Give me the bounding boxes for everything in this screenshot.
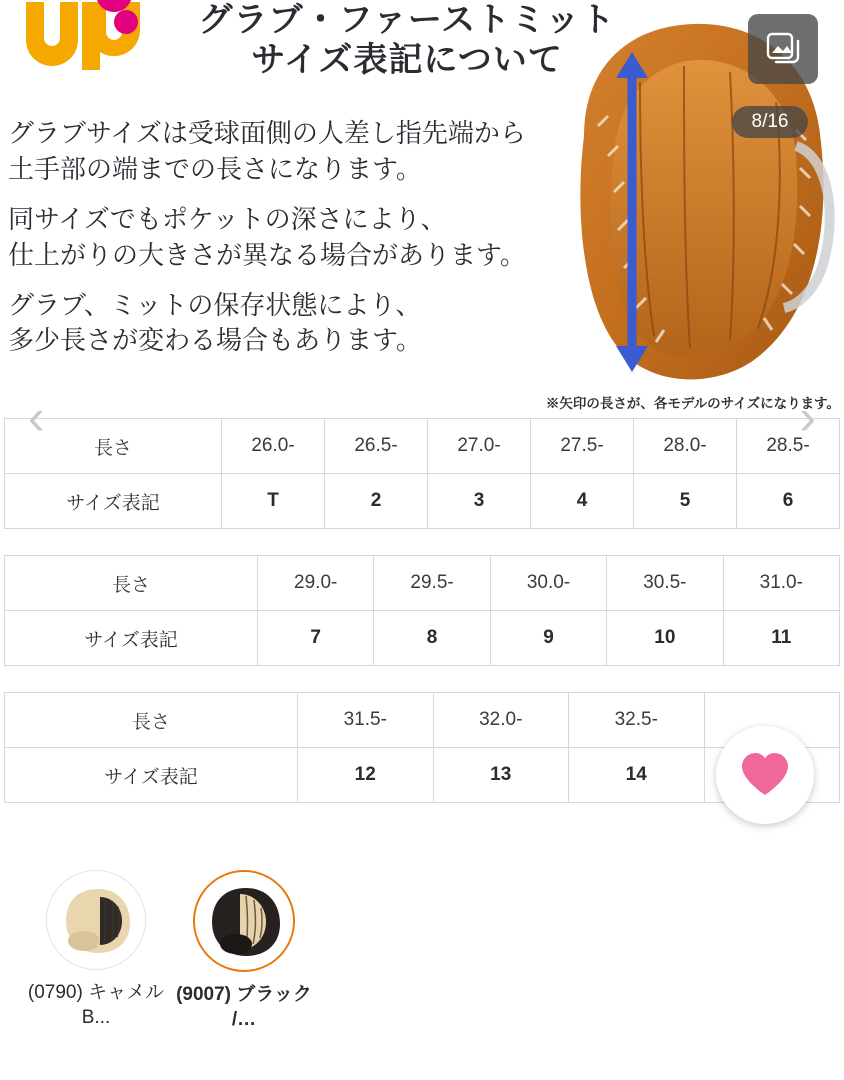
size-table-3 [4,692,840,803]
size-cell: 11 [723,611,839,666]
length-cell: 31.5- [298,693,434,748]
image-counter: 8/16 [732,106,808,138]
table-row [5,474,840,529]
slide-title-line1: グラブ・ファーストミット [198,1,616,39]
length-cell: 27.5- [531,419,634,474]
length-cell: 28.0- [634,419,737,474]
description-paragraph-1: グラブサイズは受球面側の人差し指先端から 土手部の端までの長さになります。 [8,118,526,184]
table-row [5,748,840,803]
thumbnail-caption: (9007) ブラック /… [176,984,312,1031]
row-label-size: サイズ表記 [5,474,222,529]
length-cell: 27.0- [428,419,531,474]
size-table-2 [4,555,840,666]
slide-title-line2: サイズ表記について [251,41,563,80]
length-cell: 26.0- [222,419,325,474]
camel-glove-thumb[interactable] [46,870,146,970]
size-cell: 8 [374,611,490,666]
thumbnail-item-1[interactable] [174,870,314,1032]
black-glove-thumb[interactable] [193,870,295,972]
thumbnail-caption: (0790) キャメル B... [27,982,165,1029]
table-row [5,611,840,666]
size-cell: 9 [490,611,606,666]
row-label-size: サイズ表記 [5,611,258,666]
length-cell: 26.5- [325,419,428,474]
table-row [5,556,840,611]
prev-image-button[interactable]: ‹ [28,389,45,445]
row-label-size: サイズ表記 [5,748,298,803]
upu-logo [14,0,172,80]
size-table-1 [4,418,840,529]
size-cell: 2 [325,474,428,529]
slide-description [8,116,548,373]
size-cell: 6 [737,474,840,529]
size-tables [4,418,840,829]
row-label-length: 長さ [5,419,222,474]
favorite-button[interactable] [716,726,814,824]
length-cell: 31.0- [723,556,839,611]
row-label-length: 長さ [5,556,258,611]
length-cell: 28.5- [737,419,840,474]
length-cell: 30.5- [607,556,723,611]
size-cell: 5 [634,474,737,529]
size-cell: T [222,474,325,529]
measurement-arrow [612,52,652,372]
length-cell: 30.0- [490,556,606,611]
arrow-note: ※矢印の長さが、各モデルのサイズになります。 [545,396,840,411]
length-cell: 32.0- [433,693,569,748]
thumbnail-item-0[interactable] [26,870,166,1030]
size-cell: 7 [258,611,374,666]
size-cell: 12 [298,748,434,803]
color-variation-thumbnails [0,846,844,1080]
length-cell: 32.5- [569,693,705,748]
size-cell: 10 [607,611,723,666]
table-row [5,693,840,748]
row-label-length: 長さ [5,693,298,748]
table-row [5,419,840,474]
length-cell: 29.0- [258,556,374,611]
size-cell: 13 [433,748,569,803]
size-cell: 4 [531,474,634,529]
next-image-button[interactable]: › [799,389,816,445]
heart-icon [739,751,791,799]
size-cell: 3 [428,474,531,529]
length-cell: 29.5- [374,556,490,611]
size-cell: 14 [569,748,705,803]
description-paragraph-2: 同サイズでもポケットの深さにより、 仕上がりの大きさが異なる場合があります。 [8,203,526,270]
images-stack-icon[interactable] [748,14,818,84]
description-paragraph-3: グラブ、ミットの保存状態により、 多少長さが変わる場合もあります。 [8,289,422,356]
